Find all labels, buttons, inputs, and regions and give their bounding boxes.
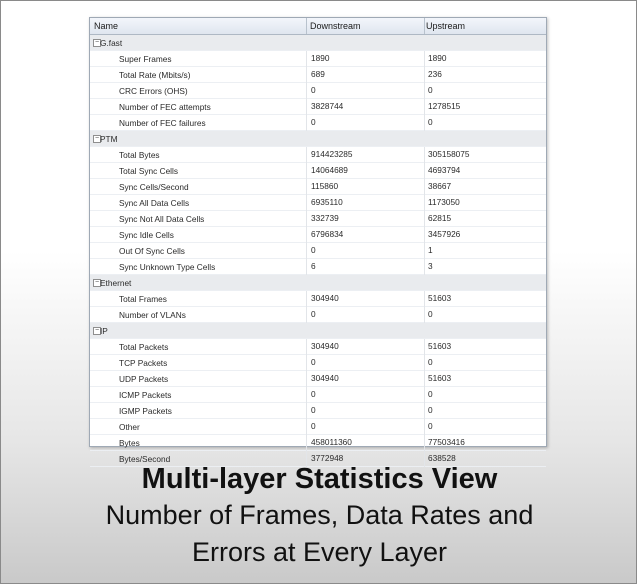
cell-divider [306,147,307,163]
stat-name: ICMP Packets [119,390,172,400]
upstream-value: 0 [428,309,433,319]
table-row[interactable] [90,435,546,451]
cell-divider [424,195,425,211]
upstream-value: 0 [428,389,433,399]
stat-name: Total Sync Cells [119,166,179,176]
column-header-name[interactable]: Name [94,21,119,31]
stat-name: Sync All Data Cells [119,198,190,208]
cell-divider [424,67,425,83]
cell-divider [424,179,425,195]
column-divider[interactable] [306,18,307,34]
table-row[interactable] [90,99,546,115]
table-row[interactable] [90,419,546,435]
collapse-toggle-icon[interactable]: − [94,327,100,334]
downstream-value: 0 [311,421,316,431]
table-row[interactable] [90,147,546,163]
cell-divider [424,147,425,163]
cell-divider [306,387,307,403]
downstream-value: 0 [311,85,316,95]
stat-name: Number of FEC failures [119,118,206,128]
cell-divider [306,355,307,371]
stat-name: UDP Packets [119,374,169,384]
column-divider[interactable] [424,18,425,34]
cell-divider [306,163,307,179]
stat-name: CRC Errors (OHS) [119,86,188,96]
upstream-value: 0 [428,405,433,415]
downstream-value: 0 [311,405,316,415]
downstream-value: 0 [311,117,316,127]
downstream-value: 1890 [311,53,330,63]
upstream-value: 0 [428,357,433,367]
cell-divider [424,115,425,131]
stat-name: IGMP Packets [119,406,172,416]
upstream-value: 77503416 [428,437,465,447]
downstream-value: 3828744 [311,101,344,111]
collapse-toggle-icon[interactable]: − [94,135,100,142]
downstream-value: 689 [311,69,325,79]
downstream-value: 115860 [311,181,339,191]
section-row[interactable] [90,275,546,291]
downstream-value: 304940 [311,293,339,303]
table-row[interactable] [90,163,546,179]
table-row[interactable] [90,355,546,371]
stat-name: Number of VLANs [119,310,186,320]
cell-divider [306,291,307,307]
section-row[interactable] [90,323,546,339]
cell-divider [306,67,307,83]
table-row[interactable] [90,387,546,403]
upstream-value: 51603 [428,373,452,383]
section-row[interactable] [90,131,546,147]
stat-name: Sync Unknown Type Cells [119,262,216,272]
table-row[interactable] [90,227,546,243]
downstream-value: 6 [311,261,316,271]
column-header-upstream[interactable]: Upstream [426,21,466,31]
upstream-value: 3457926 [428,229,461,239]
cell-divider [306,83,307,99]
stat-name: Super Frames [119,54,172,64]
cell-divider [306,307,307,323]
section-row[interactable] [90,35,546,51]
table-body [90,35,546,467]
table-row[interactable] [90,339,546,355]
section-label: IP [100,326,108,336]
downstream-value: 0 [311,309,316,319]
cell-divider [424,403,425,419]
cell-divider [424,355,425,371]
table-row[interactable] [90,115,546,131]
cell-divider [306,51,307,67]
stat-name: Sync Cells/Second [119,182,189,192]
cell-divider [424,227,425,243]
stat-name: Total Bytes [119,150,160,160]
cell-divider [306,371,307,387]
cell-divider [306,179,307,195]
section-label: G.fast [100,38,123,48]
stat-name: Total Frames [119,294,167,304]
downstream-value: 0 [311,357,316,367]
table-row[interactable] [90,307,546,323]
table-row[interactable] [90,403,546,419]
downstream-value: 14064689 [311,165,348,175]
table-row[interactable] [90,67,546,83]
cell-divider [306,227,307,243]
downstream-value: 304940 [311,373,339,383]
stat-name: Other [119,422,140,432]
upstream-value: 1278515 [428,101,461,111]
cell-divider [306,211,307,227]
cell-divider [306,243,307,259]
stat-name: Sync Not All Data Cells [119,214,205,224]
table-row[interactable] [90,371,546,387]
downstream-value: 0 [311,389,316,399]
downstream-value: 0 [311,245,316,255]
table-header [90,18,546,35]
cell-divider [424,291,425,307]
stat-name: Total Rate (Mbits/s) [119,70,191,80]
upstream-value: 1890 [428,53,447,63]
stat-name: Total Packets [119,342,169,352]
column-header-downstream[interactable]: Downstream [310,21,361,31]
cell-divider [424,387,425,403]
section-label: Ethernet [100,278,132,288]
downstream-value: 458011360 [311,437,352,447]
statistics-table [89,17,547,464]
cell-divider [424,419,425,435]
stat-name: Bytes/Second [119,454,171,464]
stat-name: Sync Idle Cells [119,230,174,240]
upstream-value: 62815 [428,213,452,223]
upstream-value: 1 [428,245,433,255]
table-row[interactable] [90,211,546,227]
table-row[interactable] [90,243,546,259]
stat-name: Number of FEC attempts [119,102,211,112]
upstream-value: 1173050 [428,197,460,207]
cell-divider [424,339,425,355]
upstream-value: 51603 [428,293,452,303]
downstream-value: 914423285 [311,149,353,159]
cell-divider [424,211,425,227]
upstream-value: 0 [428,421,433,431]
upstream-value: 4693794 [428,165,461,175]
upstream-value: 0 [428,85,433,95]
cell-divider [306,403,307,419]
caption-subtitle-line-2: Errors at Every Layer [191,537,448,567]
cell-divider [424,163,425,179]
stat-name: Out Of Sync Cells [119,246,185,256]
cell-divider [424,51,425,67]
upstream-value: 51603 [428,341,452,351]
cell-divider [306,419,307,435]
section-label: PTM [100,134,118,144]
cell-divider [306,259,307,275]
cell-divider [424,99,425,115]
upstream-value: 236 [428,69,442,79]
table-row[interactable] [90,259,546,275]
collapse-toggle-icon[interactable]: − [94,39,100,46]
caption-subtitle-line-1: Number of Frames, Data Rates and [105,500,534,530]
stat-name: TCP Packets [119,358,168,368]
upstream-value: 0 [428,117,433,127]
table-row[interactable] [90,195,546,211]
caption-title: Multi-layer Statistics View [141,463,498,495]
cell-divider [306,435,307,451]
table-row[interactable] [90,291,546,307]
downstream-value: 304940 [311,341,339,351]
table-row[interactable] [90,83,546,99]
cell-divider [424,83,425,99]
upstream-value: 305158075 [428,149,470,159]
cell-divider [424,371,425,387]
upstream-value: 38667 [428,181,452,191]
downstream-value: 332739 [311,213,339,223]
table-row[interactable] [90,179,546,195]
downstream-value: 3772948 [311,453,344,463]
cell-divider [306,99,307,115]
cell-divider [424,435,425,451]
stat-name: Bytes [119,438,140,448]
table-row[interactable] [90,51,546,67]
cell-divider [306,339,307,355]
collapse-toggle-icon[interactable]: − [94,279,100,286]
cell-divider [424,259,425,275]
upstream-value: 3 [428,261,433,271]
downstream-value: 6796834 [311,229,344,239]
cell-divider [306,115,307,131]
downstream-value: 6935110 [311,197,343,207]
cell-divider [424,307,425,323]
upstream-value: 638528 [428,453,456,463]
cell-divider [306,195,307,211]
cell-divider [424,243,425,259]
